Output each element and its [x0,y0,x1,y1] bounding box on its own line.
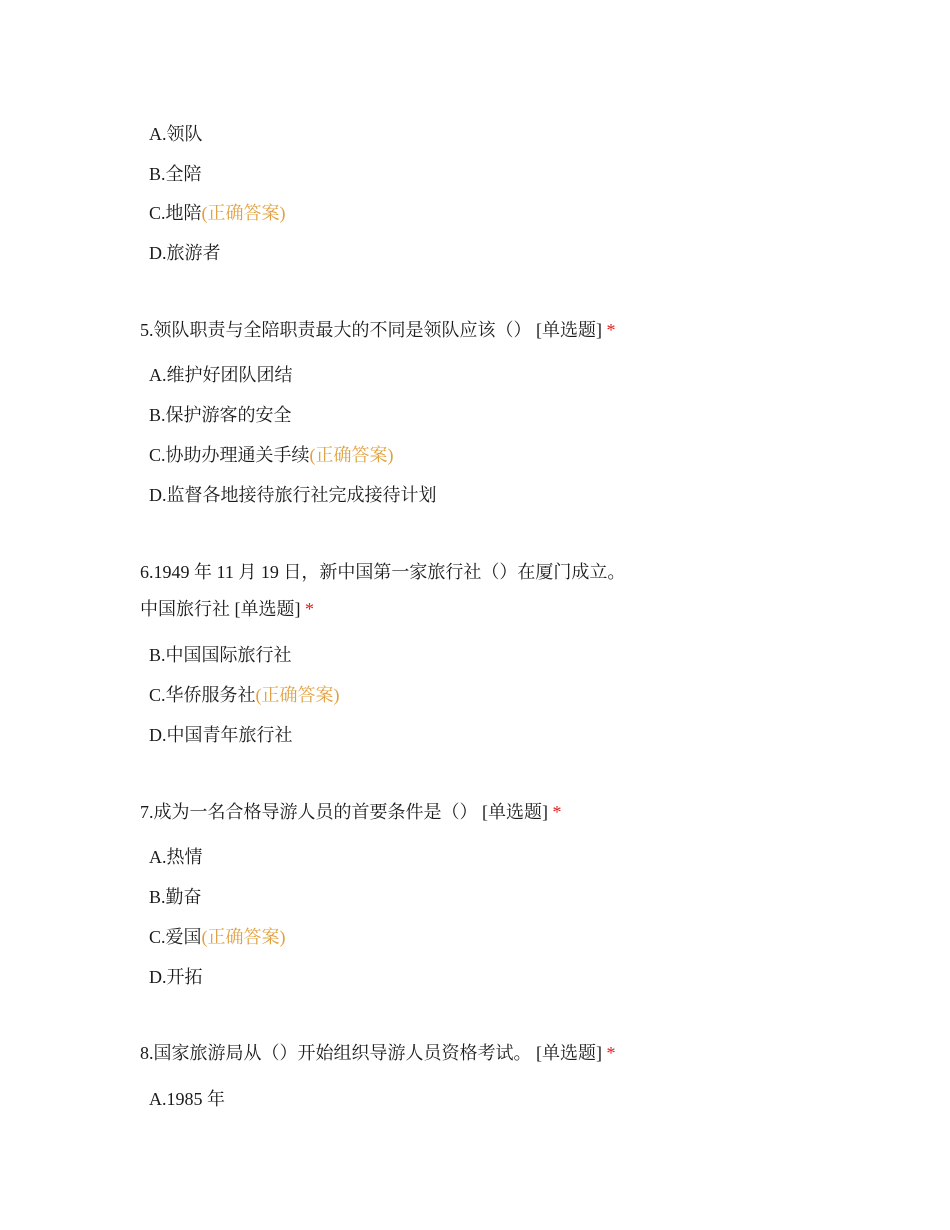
question-6 [140,560,625,584]
correct-answer-marker: (正确答案) [309,445,394,465]
option-label: C.爱国 [149,927,202,947]
option-q8-a [149,1087,225,1111]
option-label: B.保护游客的安全 [149,405,292,425]
required-marker: * [606,1043,616,1063]
question-type-label: [单选题] [234,599,301,619]
option-label: C.协助办理通关手续 [149,445,310,465]
question-text: 5.领队职责与全陪职责最大的不同是领队应该（） [140,320,532,340]
option-q4-d [149,241,221,265]
option-q7-b [149,885,202,909]
option-q6-c [149,683,340,707]
correct-answer-marker: (正确答案) [201,203,286,223]
option-q7-a [149,845,203,869]
option-q7-c [149,925,286,949]
question-text: 8.国家旅游局从（）开始组织导游人员资格考试。 [140,1043,532,1063]
option-label: A.维护好团队团结 [149,365,293,385]
question-type-label: [单选题] [536,320,602,340]
option-q5-d [149,483,437,507]
option-label: B.勤奋 [149,887,202,907]
question-8 [140,1041,616,1065]
option-label: B.中国国际旅行社 [149,645,292,665]
question-5 [140,318,616,342]
option-label: A.热情 [149,847,203,867]
option-label: D.中国青年旅行社 [149,725,293,745]
option-q4-b [149,162,202,186]
required-marker: * [305,599,314,619]
question-text-continued: 中国旅行社 [140,599,230,619]
option-q4-a [149,122,203,146]
question-7 [140,800,562,824]
required-marker: * [552,802,562,822]
option-label: A.1985 年 [149,1089,225,1109]
correct-answer-marker: (正确答案) [255,685,340,705]
option-q5-a [149,363,293,387]
option-label: D.监督各地接待旅行社完成接待计划 [149,485,437,505]
option-q6-b [149,643,292,667]
option-label: A.领队 [149,124,203,144]
required-marker: * [606,320,616,340]
question-6-line2 [140,597,314,621]
option-q5-b [149,403,292,427]
question-text: 6.1949 年 11 月 19 日，新中国第一家旅行社（）在厦门成立。 [140,562,626,582]
option-q7-d [149,965,203,989]
option-label: B.全陪 [149,164,202,184]
option-label: C.华侨服务社 [149,685,256,705]
question-type-label: [单选题] [536,1043,602,1063]
option-label: D.开拓 [149,967,203,987]
option-q6-d [149,723,293,747]
question-text: 7.成为一名合格导游人员的首要条件是（） [140,802,478,822]
option-label: D.旅游者 [149,243,221,263]
option-label: C.地陪 [149,203,202,223]
option-q4-c [149,201,286,225]
correct-answer-marker: (正确答案) [201,927,286,947]
question-type-label: [单选题] [482,802,548,822]
option-q5-c [149,443,394,467]
